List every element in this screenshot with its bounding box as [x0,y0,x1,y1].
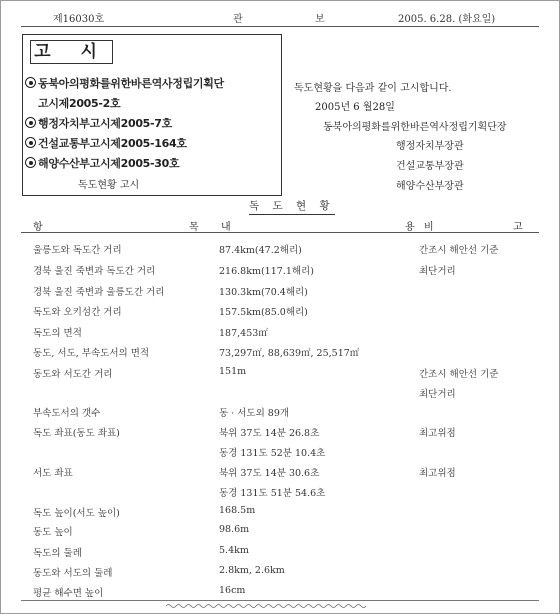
header-divider [21,26,539,27]
publication-title-2: 보 [315,14,325,25]
table-cell-remark: 최고위점 [419,468,456,479]
table-cell-remark: 간조시 해안선 기준 [419,245,499,256]
section-title: 독 도 현 황 [249,198,335,215]
bullet-icon [25,137,36,148]
table-cell-item: 부속도서의 갯수 [33,408,101,419]
table-cell-item: 독도와 오키섬간 거리 [33,307,122,318]
column-header-item-2: 목 [189,222,199,233]
table-cell-content: 130.3km(70.4해리) [219,287,308,298]
table-cell-content: 73,297㎡, 88,639㎡, 25,517㎡ [219,348,360,359]
table-cell-content: 동 · 서도외 89개 [219,408,290,419]
table-cell-item: 평균 해수면 높이 [33,588,104,599]
column-header-content: 내 [221,222,231,233]
table-cell-content: 북위 37도 14분 30.6초 [219,468,320,479]
notice-title: 고 시 [30,40,113,64]
table-cell-content: 216.8km(117.1해리) [219,266,314,277]
issue-number: 제16030호 [53,14,105,25]
notice-body-line: 건설교통부장관 [396,161,464,172]
column-header-content-2: 용 [405,222,415,233]
notice-item: 고시제2005-2호 [38,97,121,110]
page-break-mark [166,603,366,609]
notice-body-line: 행정자치부장관 [396,141,464,152]
table-cell-content: 5.4km [219,545,249,556]
notice-item: 해양수산부고시제2005-30호 [25,155,179,171]
notice-body-line: 2005년 6 월28일 [315,102,395,113]
table-header-divider [21,232,539,233]
column-header-remarks-2: 고 [513,222,523,233]
table-cell-item: 경북 울진 죽변과 독도간 거리 [33,266,156,277]
column-header-item: 항 [33,222,43,233]
notice-body-line: 동북아의평화를위한바른역사정립기획단장 [323,122,507,133]
table-cell-content: 87.4km(47.2해리) [219,245,302,256]
table-cell-item: 독도 높이(서도 높이) [33,508,120,519]
bullet-icon [25,77,36,88]
column-header-remarks: 비 [424,222,434,233]
table-cell-item: 독도의 면적 [33,328,82,339]
footer-divider [21,600,539,601]
table-cell-remark: 최단거리 [419,266,456,277]
table-cell-content: 151m [219,366,247,377]
table-cell-content: 북위 37도 14분 26.8초 [219,428,320,439]
bullet-icon [25,117,36,128]
table-cell-item: 울릉도와 독도간 거리 [33,245,122,256]
table-cell-item: 서도 좌표 [33,468,73,479]
table-cell-content: 98.6m [219,524,250,535]
notice-body-line: 해양수산부장관 [396,181,464,192]
table-cell-item: 독도 좌표(동도 좌표) [33,428,120,439]
notice-item: 건설교통부고시제2005-164호 [25,135,187,151]
publication-date: 2005. 6.28. (화요일) [398,14,496,25]
notice-item: 동북아의평화를위한바른역사정립기획단 [25,75,224,91]
table-cell-item: 동도 높이 [33,527,73,538]
table-cell-remark: 최단거리 [419,389,456,400]
table-cell-content: 2.8km, 2.6km [219,565,285,576]
notice-subtitle: 독도현황 고시 [78,180,140,191]
notice-box [22,34,282,196]
table-cell-item: 경북 울진 죽변과 울릉도간 거리 [33,287,165,298]
table-cell-remark: 최고위점 [419,428,456,439]
table-cell-content: 동경 131도 52분 10.4초 [219,448,326,459]
table-cell-content: 187,453㎡ [219,328,268,339]
table-cell-remark: 간조시 해안선 기준 [419,369,499,380]
notice-body-line: 독도현황을 다음과 같이 고시합니다. [294,83,452,94]
table-cell-item: 동도, 서도, 부속도서의 면적 [33,348,150,359]
notice-item: 행정자치부고시제2005-7호 [25,115,172,131]
table-cell-item: 동도와 서도간 거리 [33,369,113,380]
bullet-icon [25,157,36,168]
table-cell-content: 동경 131도 51분 54.6초 [219,488,326,499]
publication-title: 관 [233,14,243,25]
table-cell-content: 157.5km(85.0해리) [219,307,308,318]
table-cell-item: 동도와 서도의 둘레 [33,568,113,579]
table-cell-content: 168.5m [219,505,256,516]
table-cell-item: 독도의 둘레 [33,548,82,559]
table-cell-content: 16cm [219,585,246,596]
